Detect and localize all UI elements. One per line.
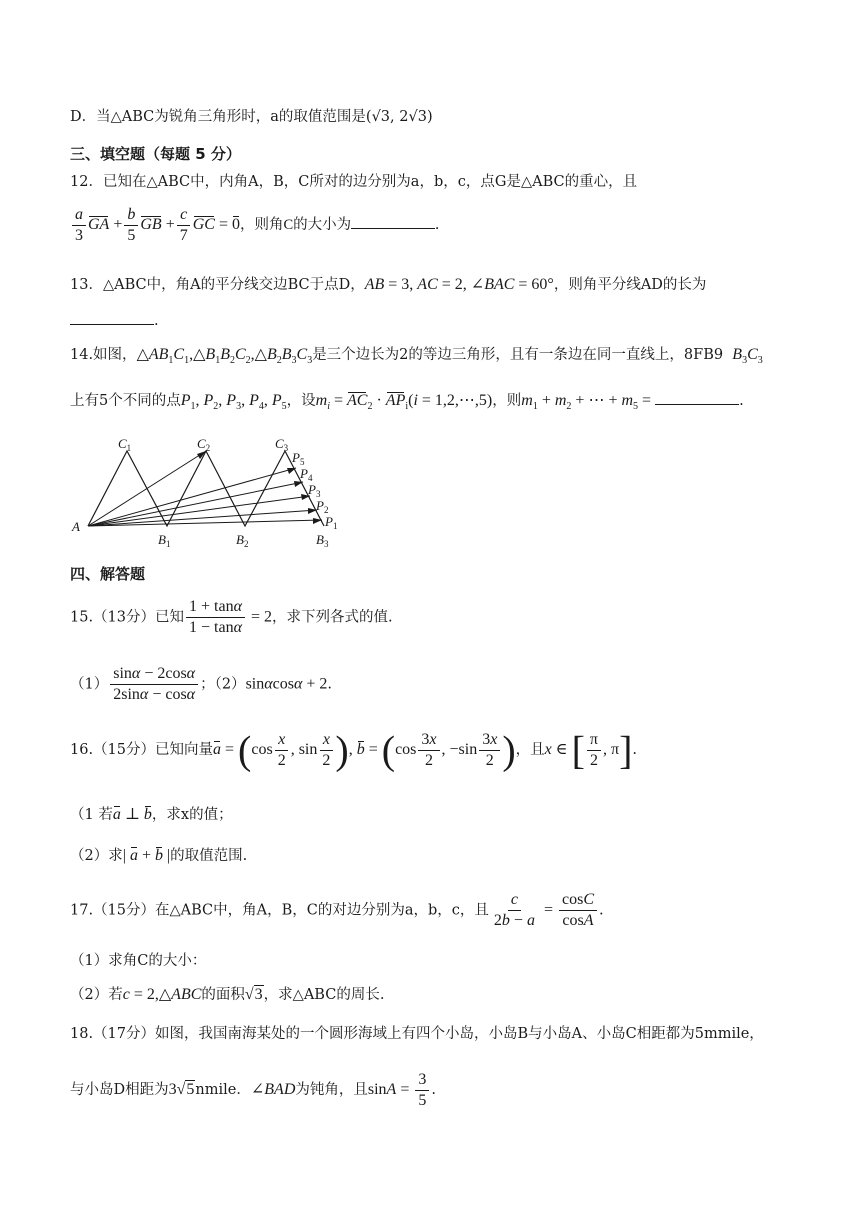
q17-part2: （2）若c = 2,△ABC的面积√3，求△ABC的周长.	[70, 986, 385, 1003]
q16-part1: （1 若a ⊥ b，求x的值；	[70, 806, 233, 823]
q14-mid: 是三个边长为2的等边三角形，且有一条边在同一直线上，8FB9	[312, 347, 724, 363]
q18-line2-mid: nmile．	[195, 1082, 251, 1099]
q15-stem: 15.（13分）已知 $\frac{1 + \tan\alpha}{1 - \tan\alpha}$ = 2，求下列各式的值.	[70, 598, 393, 636]
q16-part1-tail: ，求x的值；	[151, 807, 233, 823]
vector-AP2	[88, 510, 317, 526]
q15-stem-tail: ，求下列各式的值.	[272, 609, 393, 626]
label-B1: $B_1$	[158, 532, 171, 549]
q17-part2-tail: ，求△ABC的周长.	[263, 987, 385, 1003]
q15-parts: （1） $\frac{\sin\alpha - 2\cos\alpha}{2\sin\alpha - \cos\alpha}$ ；（2）sinαcosα + 2.	[70, 665, 333, 703]
q14-line1: 14.如图，$\triangle AB_1C_1,\triangle B_1B_2C_2,\triangle B_2B_3C_3$是三个边长为2的等边三角形，且有一条边在同一直线上，8FB9 $B_3C_3$	[70, 346, 763, 367]
q12-tail: ，则角C的大小为	[239, 217, 352, 234]
q13-head: 13．△ABC中，角A的平分线交边BC于点D，	[70, 277, 365, 293]
q13-line2: .	[70, 310, 820, 331]
triangles	[88, 451, 324, 526]
q16-part2-head: （2）求	[70, 848, 123, 864]
q17-part2-head: （2）若	[70, 987, 123, 1003]
q17-stem: 17.（15分）在△ABC中，角A，B，C的对边分别为a，b，c，且 $\frac{c}{2b - a}$ = $\frac{\cos C}{\cos A}$ .	[70, 891, 604, 929]
label-C2: $C_2$	[197, 436, 211, 453]
label-B2: $B_2$	[236, 532, 249, 549]
q17-stem-head: 17.（15分）在△ABC中，角A，B，C的对边分别为a，b，c，且	[70, 902, 489, 919]
q14-line2-mid2: ，则	[492, 393, 522, 409]
q11-option-d	[70, 107, 820, 127]
q18-line1: 18.（17分）如图，我国南海某处的一个圆形海域上有四个小岛，小岛B与小岛A、小岛C相距都为5mmile，	[70, 1026, 764, 1042]
q18-line2-head: 与小岛D相距为	[70, 1082, 169, 1099]
q14-line2-mid: ，设	[286, 393, 316, 409]
q16-part1-head: 若	[98, 807, 113, 823]
q16-part2-tail: 的取值范围.	[170, 848, 248, 864]
q16-stem-mid: ，且	[515, 742, 545, 759]
section-heading-fill-in: 三、填空题（每题 5 分）	[70, 145, 241, 163]
label-C3: $C_3$	[275, 436, 289, 453]
vector-AP4	[88, 482, 303, 526]
q13-line1: 13．△ABC中，角A的平分线交边BC于点D，AB = 3, AC = 2, ∠BAC = 60°，则角平分线AD的长为	[70, 276, 707, 293]
q18-line2-mid2: 为钝角，且	[295, 1082, 368, 1099]
q13-answer-blank	[70, 310, 154, 325]
label-P3: $P_3$	[308, 482, 321, 499]
q16-stem-head: 16.（15分）已知向量	[70, 742, 214, 759]
label-P4: $P_4$	[300, 466, 313, 483]
q14-answer-blank	[655, 390, 739, 405]
label-B3: $B_3$	[316, 532, 329, 549]
q12-line1: 12．已知在△ABC中，内角A，B，C所对的边分别为a，b，c，点G是△ABC的重心，且	[70, 174, 638, 190]
q14-line2-head: 上有5个不同的点	[70, 393, 181, 409]
label-P1: $P_1$	[325, 514, 338, 531]
q14-head: 14.如图，	[70, 347, 137, 363]
label-C1: $C_1$	[118, 436, 132, 453]
q18-line2: 与小岛D相距为3√5nmile．∠BAD为钝角，且sinA = $\frac{3}{5}$ .	[70, 1071, 436, 1109]
vectors	[88, 451, 322, 526]
q13-tail: ，则角平分线AD的长为	[553, 277, 707, 293]
q16-stem: 16.（15分）已知向量a = (cos $\frac{x}{2}$ , sin $\frac{x}{2}$ ), b = (cos $\frac{3x}{2}$ , −sin $\frac{3x}{2}$ )，且x ∈ [ $\frac{\pi}{2}$ , π].	[70, 727, 638, 773]
label-P5: $P_5$	[292, 450, 305, 467]
q17-part2-mid: 的面积	[201, 987, 245, 1003]
q12-equation: $\frac{a}{3}$ GA + $\frac{b}{5}$ GB + $\frac{c}{7}$ GC = 0，则角C的大小为 .	[70, 205, 820, 249]
label-A: A	[72, 519, 80, 534]
q16-part2: （2）求| a + b |的取值范围.	[70, 847, 248, 864]
vector-AC2	[88, 451, 206, 526]
q15-stem-head: 15.（13分）已知	[70, 609, 185, 626]
q17-part1: （1）求角C的大小：	[70, 953, 207, 969]
q15-part1-label: （1）	[70, 676, 109, 693]
q11-option-d-text: D．当△ABC为锐角三角形时，a的取值范围是(√3, 2√3)	[70, 109, 433, 125]
q14-figure	[70, 434, 350, 550]
section-heading-answer: 四、解答题	[70, 565, 146, 583]
q15-part2-label: ；（2）	[200, 676, 246, 693]
label-P2: $P_2$	[316, 498, 329, 515]
q14-line2: 上有5个不同的点$P_1$, $P_2$, $P_3$, $P_4$, $P_5$，设$m_i = AC_2 \cdot AP_i(i$ = 1,2,⋯,5)，则$m_1 + m_2$ + ⋯ + $m_5$ = .	[70, 392, 744, 413]
q12-answer-blank	[351, 214, 435, 229]
